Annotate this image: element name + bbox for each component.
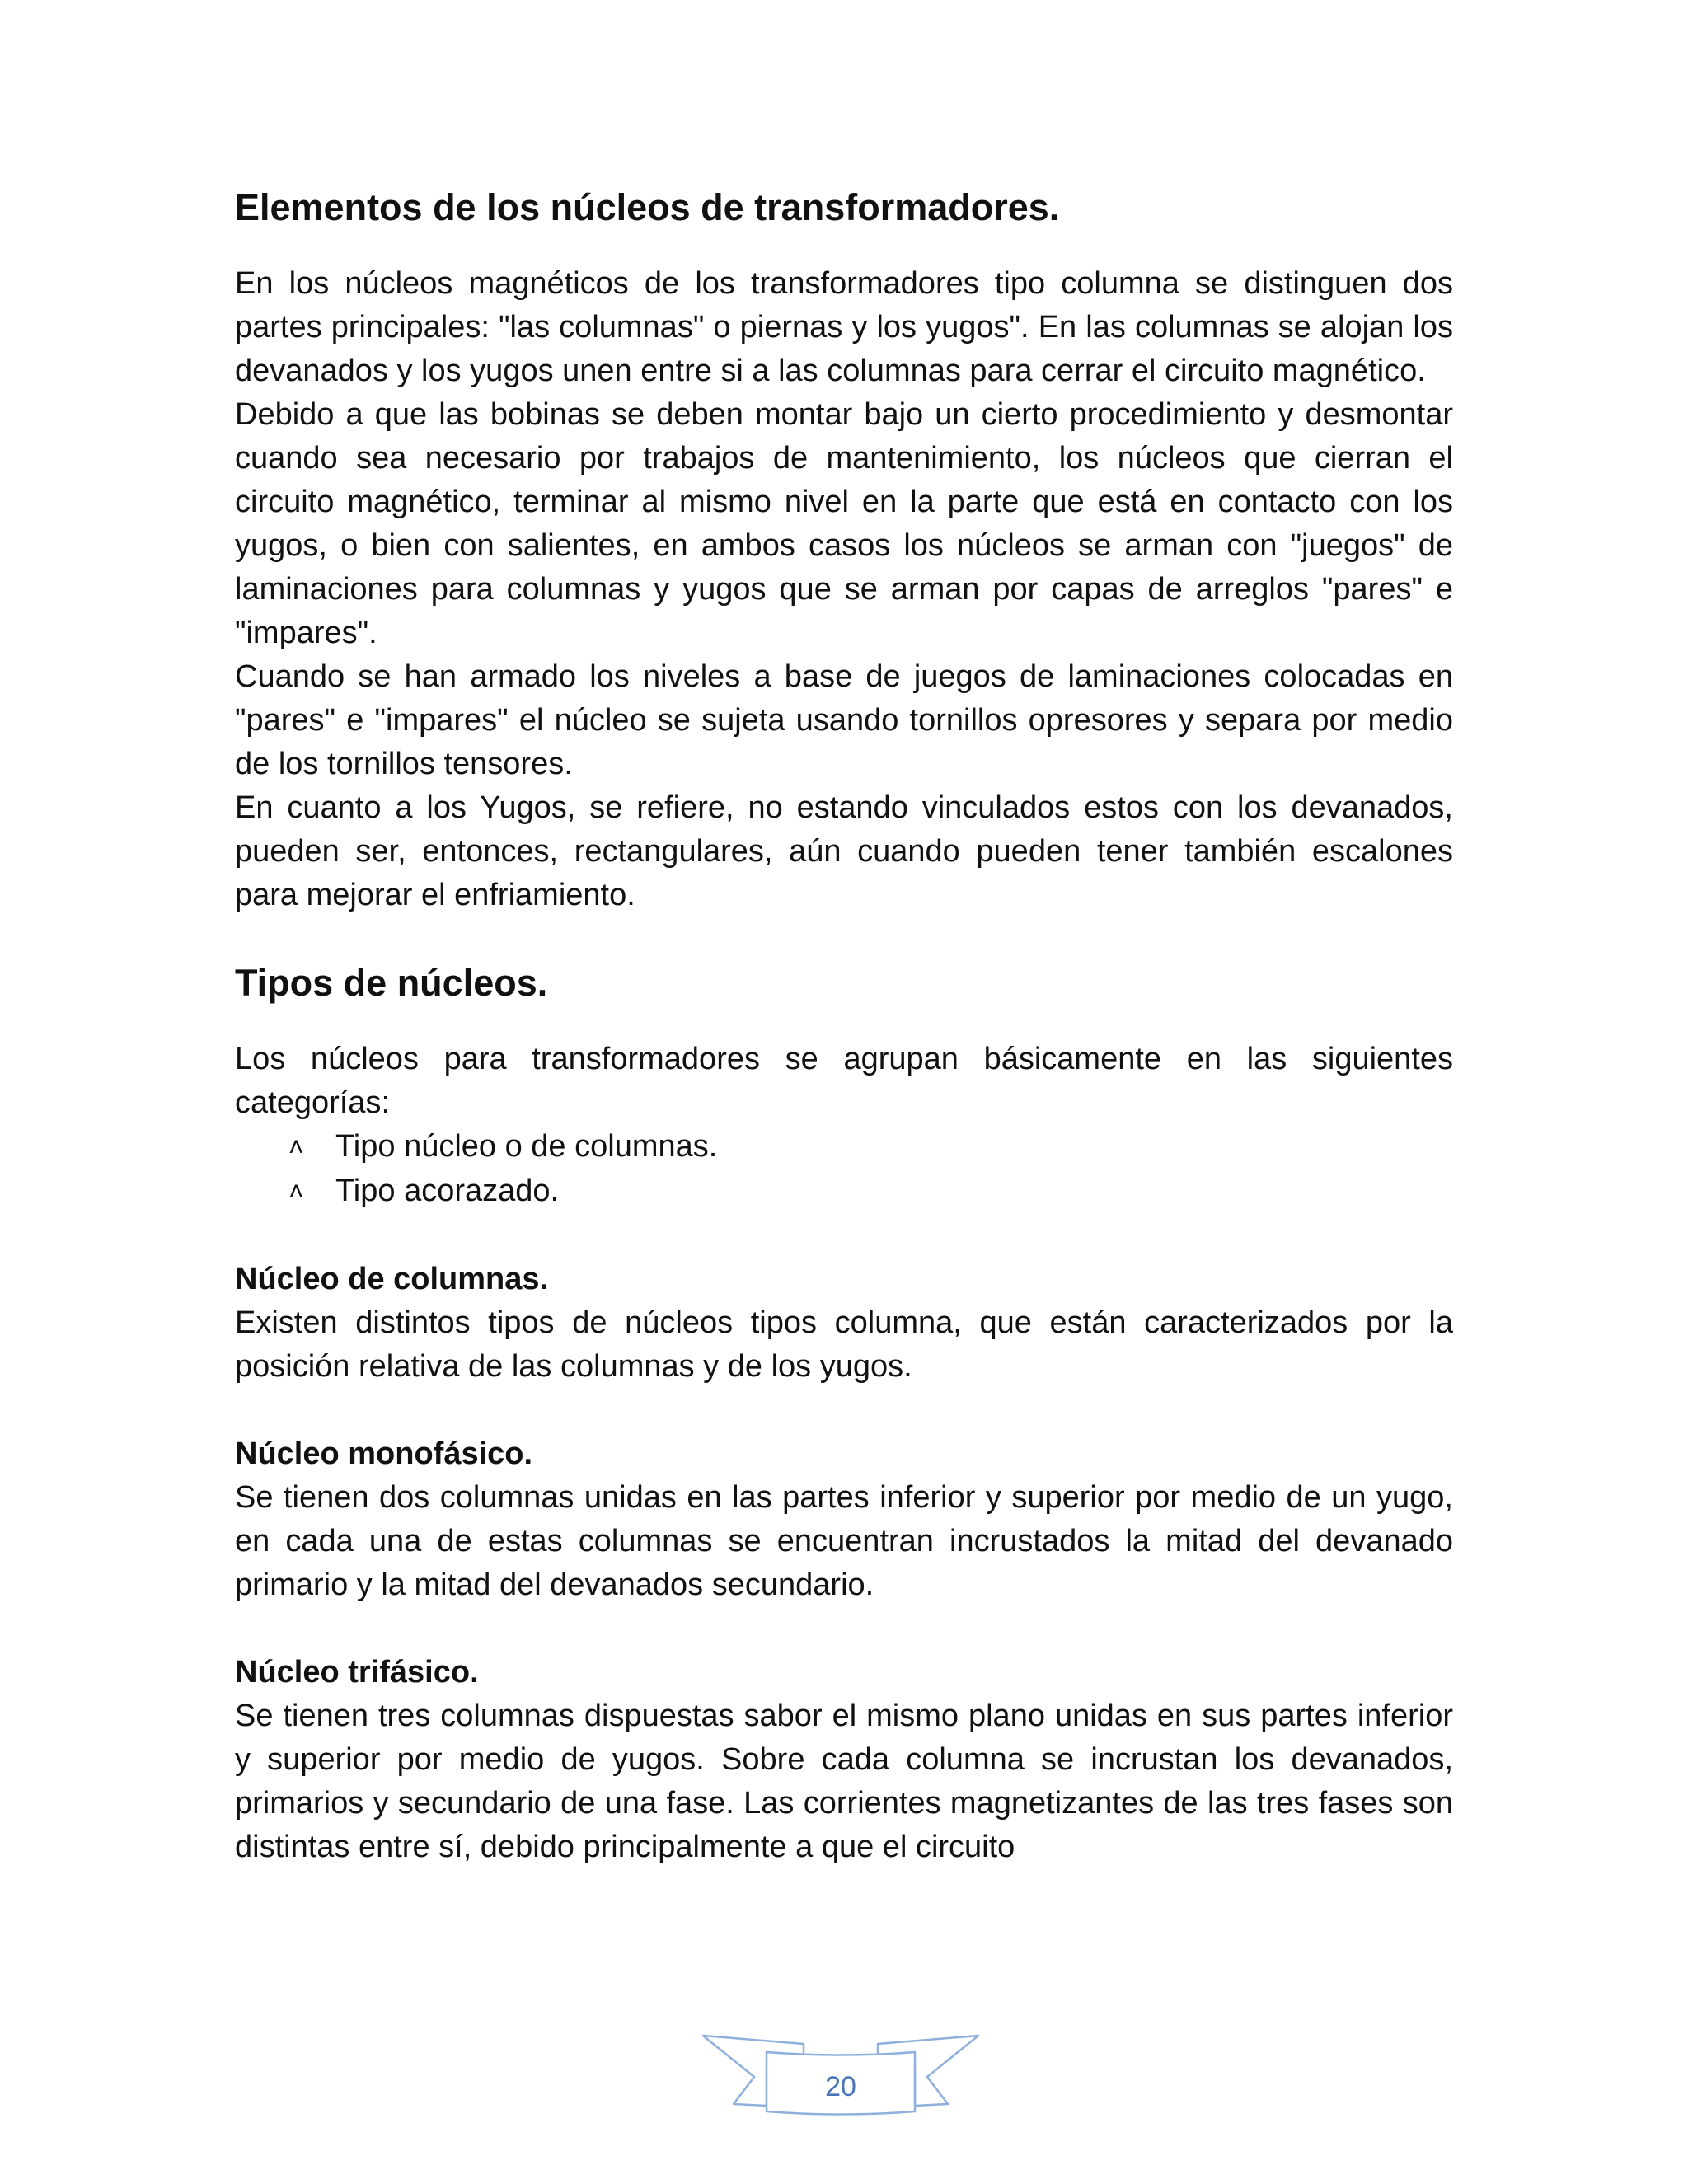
paragraph: En los núcleos magnéticos de los transformadores tipo columna se distinguen dos partes principales: "las columnas" o piernas y los yugos". En las columnas se alojan los devanados y los yugos unen entre si a las columnas para cerrar el circuito magnético. — [235, 266, 1453, 388]
paragraph: Cuando se han armado los niveles a base de juegos de laminaciones colocadas en "pares" e "impares" el núcleo se sujeta usando tornillos opresores y separa por medio de los tornillos tensores. — [235, 659, 1453, 781]
paragraph: Existen distintos tipos de núcleos tipos columna, que están caracterizados por la posición relativa de las columnas y de los yugos. — [235, 1305, 1453, 1384]
spacer — [235, 1214, 1453, 1258]
paragraph: En cuanto a los Yugos, se refiere, no estando vinculados estos con los devanados, pueden ser, entonces, rectangulares, aún cuando pueden tener también escalones para mejorar el enfriamiento. — [235, 790, 1453, 912]
paragraph: Se tienen tres columnas dispuestas sabor el mismo plano unidas en sus partes inferior y superior por medio de yugos. Sobre cada columna se incrustan los devanados, primarios y secundario de una fase. Las corrientes magnetizantes de las tres fases son distintas entre sí, debido principalmente a que el circuito — [235, 1699, 1453, 1864]
paragraph: Los núcleos para transformadores se agrupan básicamente en las siguientes categorías: — [235, 1042, 1453, 1120]
list-item-text: Tipo acorazado. — [335, 1174, 560, 1208]
section-heading-elementos: Elementos de los núcleos de transformadores. — [235, 186, 1060, 228]
section-heading-tipos: Tipos de núcleos. — [235, 962, 548, 1004]
arrowhead-up-icon: ˄ — [288, 1177, 304, 1207]
page-number: 20 — [825, 2071, 856, 2102]
page-content — [235, 183, 1453, 1869]
paragraph: Debido a que las bobinas se deben montar bajo un cierto procedimiento y desmontar cuando sea necesario por trabajos de mantenimiento, los núcleos que cierran el circuito magnético, terminar al mismo nivel en la parte que está en contacto con los yugos, o bien con salientes, en ambos casos los núcleos se arman con "juegos" de laminaciones para columnas y yugos que se arman por capas de arreglos "pares" e "impares". — [235, 397, 1453, 650]
subsection-heading: Núcleo monofásico. — [235, 1436, 533, 1471]
arrowhead-up-icon: ˄ — [288, 1132, 304, 1162]
bullet-list — [235, 1125, 1453, 1214]
page-footer — [696, 2032, 985, 2130]
paragraph: Se tienen dos columnas unidas en las partes inferior y superior por medio de un yugo, en cada una de estas columnas se encuentran incrustados la mitad del devanado primario y la mitad del devanados secundario. — [235, 1480, 1453, 1602]
subsection-heading: Núcleo de columnas. — [235, 1262, 549, 1296]
spacer — [235, 1389, 1453, 1432]
spacer — [235, 1607, 1453, 1651]
list-item — [288, 1125, 1453, 1169]
subsection-heading: Núcleo trifásico. — [235, 1655, 479, 1690]
list-item — [288, 1169, 1453, 1214]
list-item-text: Tipo núcleo o de columnas. — [335, 1129, 718, 1164]
spacer — [235, 917, 1453, 958]
